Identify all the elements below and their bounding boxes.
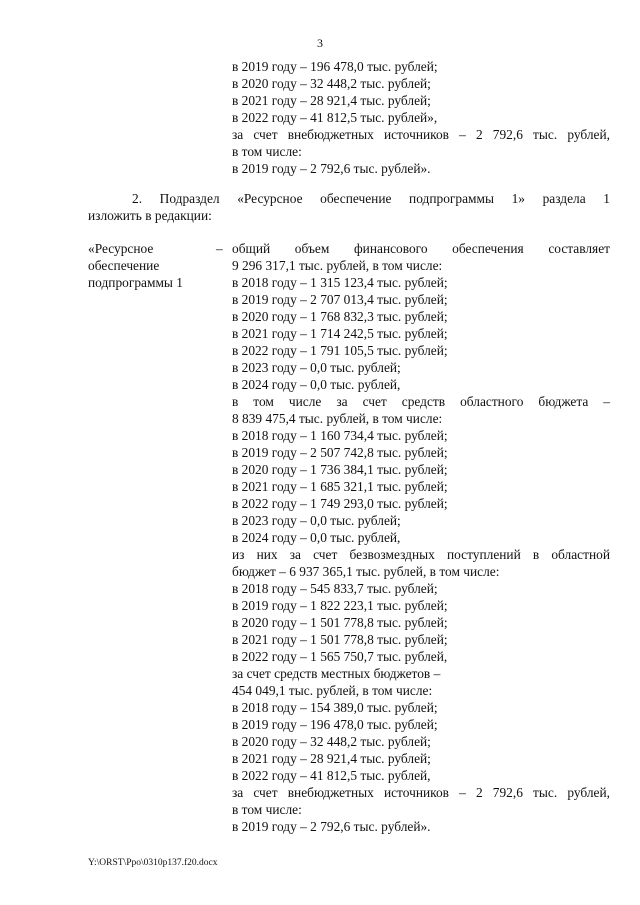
content-line: в 2020 году – 1 768 832,3 тыс. рублей; — [232, 309, 448, 324]
top-line: в 2019 году – 196 478,0 тыс. рублей; — [232, 59, 438, 74]
top-line: в 2021 году – 28 921,4 тыс. рублей; — [232, 93, 431, 108]
section-label-line: «Ресурсное — [88, 241, 154, 256]
content-line: в 2019 году – 2 707 013,4 тыс. рублей; — [232, 292, 448, 307]
top-line: в том числе: — [232, 144, 302, 159]
content-line: в 2019 году – 2 792,6 тыс. рублей». — [232, 819, 431, 834]
content-line: в 2019 году – 2 507 742,8 тыс. рублей; — [232, 445, 448, 460]
section-label-line: обеспечение — [88, 258, 160, 273]
item-2-line: 2. Подраздел «Ресурсное обеспечение подпрограммы 1» раздела 1 — [132, 191, 610, 206]
content-line: общий объем финансового обеспечения составляет — [232, 241, 610, 256]
content-line: в 2018 году – 545 833,7 тыс. рублей; — [232, 581, 438, 596]
item-2-line: изложить в редакции: — [88, 208, 212, 223]
top-line: в 2019 году – 2 792,6 тыс. рублей». — [232, 161, 431, 176]
content-line: в 2022 году – 1 791 105,5 тыс. рублей; — [232, 343, 448, 358]
content-line: в 2022 году – 1 565 750,7 тыс. рублей, — [232, 649, 448, 664]
content-line: за счет внебюджетных источников – 2 792,6 тыс. рублей, — [232, 785, 610, 800]
content-line: в 2019 году – 196 478,0 тыс. рублей; — [232, 717, 438, 732]
content-line: в 2018 году – 154 389,0 тыс. рублей; — [232, 700, 438, 715]
content-line: 454 049,1 тыс. рублей, в том числе: — [232, 683, 433, 698]
content-line: в 2020 году – 1 736 384,1 тыс. рублей; — [232, 462, 448, 477]
content-line: в 2023 году – 0,0 тыс. рублей; — [232, 360, 401, 375]
content-line: в 2021 году – 28 921,4 тыс. рублей; — [232, 751, 431, 766]
content-line: в 2018 году – 1 315 123,4 тыс. рублей; — [232, 275, 448, 290]
content-line: в 2024 году – 0,0 тыс. рублей, — [232, 377, 401, 392]
top-line: в 2022 году – 41 812,5 тыс. рублей», — [232, 110, 438, 125]
content-line: бюджет – 6 937 365,1 тыс. рублей, в том числе: — [232, 564, 500, 579]
content-line: в том числе: — [232, 802, 302, 817]
content-line: в 2021 году – 1 714 242,5 тыс. рублей; — [232, 326, 448, 341]
content-line: в 2022 году – 41 812,5 тыс. рублей, — [232, 768, 431, 783]
content-line: в том числе за счет средств областного бюджета – — [232, 394, 610, 409]
content-line: в 2023 году – 0,0 тыс. рублей; — [232, 513, 401, 528]
content-line: в 2018 году – 1 160 734,4 тыс. рублей; — [232, 428, 448, 443]
content-line: 8 839 475,4 тыс. рублей, в том числе: — [232, 411, 443, 426]
content-line: в 2021 году – 1 685 321,1 тыс. рублей; — [232, 479, 448, 494]
section-label-line: подпрограммы 1 — [88, 275, 183, 290]
content-line: в 2019 году – 1 822 223,1 тыс. рублей; — [232, 598, 448, 613]
item-2-paragraph — [88, 190, 610, 224]
content-line: в 2024 году – 0,0 тыс. рублей, — [232, 530, 401, 545]
label-dash: – — [216, 241, 223, 256]
section-label — [88, 240, 208, 291]
content-line: из них за счет безвозмездных поступлений в областной — [232, 547, 610, 562]
content-line: 9 296 317,1 тыс. рублей, в том числе: — [232, 258, 443, 273]
content-line: за счет средств местных бюджетов – — [232, 666, 441, 681]
top-line: в 2020 году – 32 448,2 тыс. рублей; — [232, 76, 431, 91]
page-number: 3 — [317, 36, 323, 50]
file-path-footer: Y:\ORST\Ppo\0310p137.f20.docx — [88, 858, 218, 868]
content-line: в 2020 году – 1 501 778,8 тыс. рублей; — [232, 615, 448, 630]
content-line: в 2022 году – 1 749 293,0 тыс. рублей; — [232, 496, 448, 511]
content-line: в 2021 году – 1 501 778,8 тыс. рублей; — [232, 632, 448, 647]
content-line: в 2020 году – 32 448,2 тыс. рублей; — [232, 734, 431, 749]
top-line: за счет внебюджетных источников – 2 792,6 тыс. рублей, — [232, 127, 610, 142]
